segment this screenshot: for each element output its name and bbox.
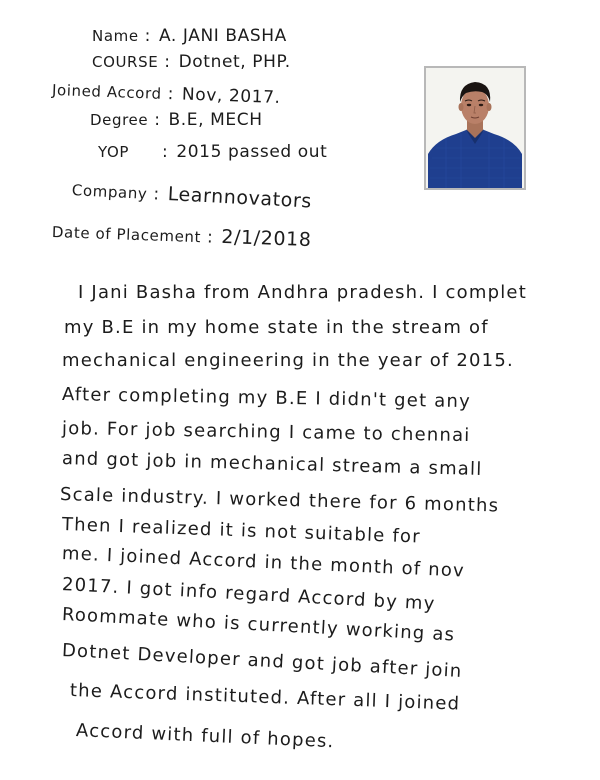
field-colon: :	[164, 52, 171, 72]
body-line: Dotnet Developer and got job after join	[61, 640, 463, 682]
field-value: 2015 passed out	[176, 142, 328, 162]
field-yop	[98, 142, 327, 162]
field-label: YOP	[98, 143, 129, 161]
body-line: mechanical engineering in the year of 2015.	[62, 350, 514, 371]
field-colon: :	[162, 142, 169, 162]
body-line: Scale industry. I worked there for 6 months	[59, 484, 500, 517]
field-name	[92, 26, 287, 46]
field-value: Nov, 2017.	[181, 84, 281, 108]
body-line: and got job in mechanical stream a small	[61, 448, 483, 481]
field-course	[92, 52, 291, 72]
field-colon: :	[154, 110, 161, 130]
field-colon: :	[206, 227, 214, 248]
passport-photo	[424, 66, 526, 190]
field-colon: :	[152, 184, 161, 205]
field-label: Degree	[90, 111, 149, 129]
body-line: Then I realized it is not suitable for	[61, 514, 422, 548]
field-joined-accord	[52, 80, 281, 108]
field-label: Joined Accord	[51, 81, 162, 103]
person-photo-icon	[426, 68, 524, 188]
body-line: 2017. I got info regard Accord by my	[61, 574, 437, 615]
body-line: the Accord instituted. After all I joined	[69, 680, 461, 715]
field-value: B.E, MECH	[168, 110, 263, 130]
body-line: Accord with full of hopes.	[75, 720, 335, 753]
body-line: After completing my B.E I didn't get any	[61, 384, 472, 413]
field-label: Company	[71, 181, 148, 203]
field-value: Learnnovators	[167, 183, 313, 213]
field-label: Name	[92, 27, 139, 45]
body-line: job. For job searching I came to chennai	[61, 418, 471, 447]
body-line: Roommate who is currently working as	[61, 604, 456, 646]
body-line: me. I joined Accord in the month of nov	[61, 543, 466, 582]
field-label: COURSE	[92, 53, 159, 71]
field-value: 2/1/2018	[220, 225, 312, 252]
body-line: my B.E in my home state in the stream of	[64, 317, 489, 338]
field-company	[71, 178, 312, 213]
body-line: I Jani Basha from Andhra pradesh. I complet	[78, 282, 527, 303]
field-colon: :	[167, 84, 175, 105]
field-value: A. JANI BASHA	[158, 26, 287, 46]
field-date-of-placement	[52, 220, 312, 251]
field-colon: :	[144, 26, 151, 46]
field-value: Dotnet, PHP.	[178, 52, 291, 72]
field-degree	[90, 110, 263, 130]
field-label: Date of Placement	[51, 223, 202, 247]
